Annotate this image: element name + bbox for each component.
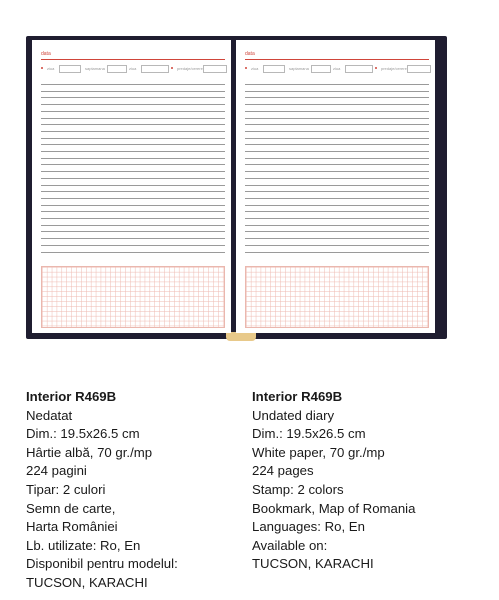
spec-line: Dim.: 19.5x26.5 cm	[26, 426, 140, 442]
spec-line: Harta României	[26, 519, 118, 535]
meta-box	[107, 65, 127, 73]
spec-line: Languages: Ro, En	[252, 519, 365, 535]
ruled-line	[41, 131, 225, 132]
meta-box	[59, 65, 81, 73]
spec-line: TUCSON, KARACHI	[252, 556, 374, 572]
meta-box	[311, 65, 331, 73]
ruled-line	[41, 198, 225, 199]
ruled-line	[245, 158, 429, 159]
ruled-line	[245, 91, 429, 92]
ruled-line	[245, 164, 429, 165]
spec-line: Dim.: 19.5x26.5 cm	[252, 426, 366, 442]
date-label: data	[41, 51, 51, 57]
ruled-line	[245, 238, 429, 239]
meta-label: ziua	[129, 66, 137, 71]
ruled-line	[245, 185, 429, 186]
date-line	[41, 59, 225, 60]
ruled-line	[41, 158, 225, 159]
spec-line: White paper, 70 gr./mp	[252, 444, 385, 460]
meta-label: predaje/cerere	[381, 66, 407, 71]
ruled-line	[245, 252, 429, 253]
product-title: Interior R469B	[252, 389, 343, 404]
meta-box	[407, 65, 431, 73]
ruled-line	[245, 218, 429, 219]
meta-label: predaje/cerere	[177, 66, 203, 71]
spec-line: 224 pagini	[26, 463, 87, 479]
ruled-line	[41, 84, 225, 85]
ruled-line	[245, 178, 429, 179]
meta-label: ziua	[47, 66, 55, 71]
spec-line: Bookmark, Map of Romania	[252, 500, 416, 516]
meta-label: ziua	[251, 66, 259, 71]
meta-label: ziua	[333, 66, 341, 71]
meta-box	[141, 65, 169, 73]
ruled-line	[41, 171, 225, 172]
day-meta-row	[245, 64, 429, 74]
ruled-line	[41, 238, 225, 239]
spec-line: Nedatat	[26, 407, 73, 423]
diary-right-page	[236, 40, 435, 333]
meta-dot	[41, 67, 43, 69]
ruled-line	[41, 231, 225, 232]
ruled-line	[245, 124, 429, 125]
ruled-line	[41, 245, 225, 246]
ruled-line	[41, 211, 225, 212]
spec-line: 224 pages	[252, 463, 314, 479]
ruled-line	[245, 205, 429, 206]
product-title: Interior R469B	[26, 389, 117, 404]
date-label: data	[245, 51, 255, 57]
ruled-line	[41, 91, 225, 92]
ruled-line	[41, 138, 225, 139]
ruled-line	[41, 124, 225, 125]
ruled-line	[245, 211, 429, 212]
ruled-line	[41, 144, 225, 145]
ruled-line	[41, 218, 225, 219]
graph-paper-grid	[41, 266, 225, 328]
spec-line: Hârtie albă, 70 gr./mp	[26, 444, 153, 460]
meta-label: saptamana	[289, 66, 309, 71]
ruled-line	[245, 151, 429, 152]
product-details-en	[252, 388, 415, 574]
ruled-line	[41, 164, 225, 165]
spec-line: Tipar: 2 culori	[26, 481, 106, 497]
meta-dot	[171, 67, 173, 69]
graph-paper-grid	[245, 266, 429, 328]
meta-dot	[375, 67, 377, 69]
ruled-line	[245, 225, 429, 226]
ruled-line	[41, 104, 225, 105]
bookmark-ribbon	[226, 332, 256, 341]
diary-left-page	[32, 40, 231, 333]
ruled-line	[41, 205, 225, 206]
spec-line: Semn de carte,	[26, 500, 116, 516]
spec-line: TUCSON, KARACHI	[26, 574, 148, 590]
ruled-line	[41, 97, 225, 98]
ruled-line	[41, 111, 225, 112]
ruled-line	[245, 171, 429, 172]
ruled-line	[245, 97, 429, 98]
ruled-line	[245, 138, 429, 139]
ruled-line	[245, 84, 429, 85]
ruled-line	[245, 104, 429, 105]
ruled-line	[245, 191, 429, 192]
ruled-line	[41, 178, 225, 179]
ruled-line	[245, 198, 429, 199]
ruled-line	[41, 225, 225, 226]
ruled-line	[41, 191, 225, 192]
ruled-lines	[41, 84, 225, 258]
spec-line: Stamp: 2 colors	[252, 481, 344, 497]
meta-label: saptamana	[85, 66, 105, 71]
ruled-line	[245, 144, 429, 145]
spec-line: Disponibil pentru modelul:	[26, 556, 178, 572]
product-details-ro	[26, 388, 178, 593]
meta-box	[203, 65, 227, 73]
day-meta-row	[41, 64, 225, 74]
ruled-line	[245, 245, 429, 246]
ruled-line	[41, 252, 225, 253]
spec-line: Undated diary	[252, 407, 335, 423]
ruled-line	[245, 131, 429, 132]
ruled-line	[245, 111, 429, 112]
spec-line: Lb. utilizate: Ro, En	[26, 537, 141, 553]
date-line	[245, 59, 429, 60]
ruled-line	[41, 118, 225, 119]
ruled-lines	[245, 84, 429, 258]
meta-box	[345, 65, 373, 73]
ruled-line	[245, 118, 429, 119]
spec-line: Available on:	[252, 537, 328, 553]
ruled-line	[41, 185, 225, 186]
ruled-line	[41, 151, 225, 152]
meta-box	[263, 65, 285, 73]
ruled-line	[245, 231, 429, 232]
meta-dot	[245, 67, 247, 69]
